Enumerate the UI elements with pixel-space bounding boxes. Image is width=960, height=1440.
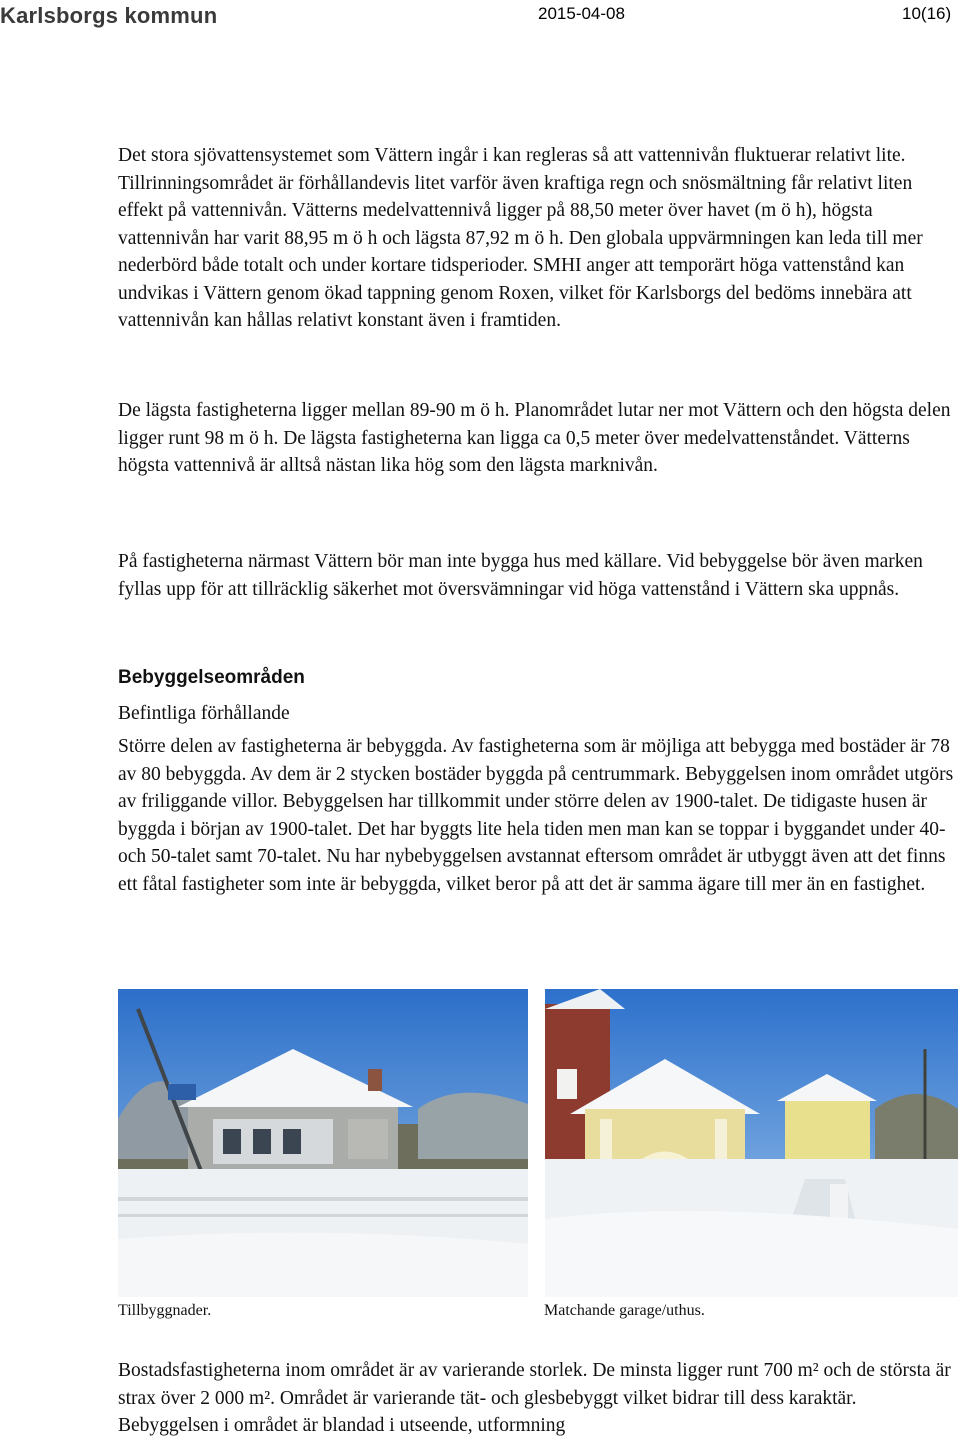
header-date: 2015-04-08: [538, 4, 625, 23]
paragraph-property-sizes: Bostadsfastigheterna inom området är av varierande storlek. De minsta ligger runt 700 m² och de största är strax över 2 000 m². Området är varierande tät- och glesbebyggt vilket bidrar till dess karaktär. Bebyggelsen i området är blandad i utseende, utformning: [118, 1360, 951, 1436]
photo-matching-garage: [545, 989, 958, 1297]
paragraph-water-level: Det stora sjövattensystemet som Vättern ingår i kan regleras så att vattennivån fluktuerar relativt lite. Tillrinningsområdet är förhållandevis litet varför även kraftiga regn och snösmältning får relativt liten effekt på vattennivån. Vätterns medelvattennivå ligger på 88,50 meter över havet (m ö h), högsta vattennivån har varit 88,95 m ö h och lägsta 87,92 m ö h. Den globala uppvärmningen kan leda till mer nederbörd både totalt och under kortare tidsperioder. SMHI anger att temporärt höga vattenstånd kan undvikas i Vättern genom ökad tappning genom Roxen, vilket för Karlsborgs del bedöms innebära att vattennivån kan hållas relativt konstant även i framtiden.: [118, 145, 923, 331]
paragraph-basement-advice: På fastigheterna närmast Vättern bör man inte bygga hus med källare. Vid bebyggelse bör även marken fyllas upp för att tillräcklig säkerhet mot översvämningar vid höga vattenstånd i Vättern ska uppnås.: [118, 551, 923, 600]
photo-extensions: [118, 989, 528, 1297]
municipality-logo: Karlsborgs kommun: [0, 3, 218, 28]
caption-garage: Matchande garage/uthus.: [544, 1302, 705, 1319]
paragraph-lowest-properties: De lägsta fastigheterna ligger mellan 89-90 m ö h. Planområdet lutar ner mot Vättern och den högsta delen ligger runt 98 m ö h. De lägsta fastigheterna kan ligga ca 0,5 meter över medelvattenståndet. Vätterns högsta vattennivå är alltså nästan lika hög som den lägsta marknivån.: [118, 400, 951, 476]
caption-extensions: Tillbyggnader.: [118, 1302, 212, 1319]
paragraph-existing-conditions: Större delen av fastigheterna är bebyggda. Av fastigheterna som är möjliga att bebygga med bostäder är 78 av 80 bebyggda. Av dem är 2 stycken bostäder byggda på centrummark. Bebyggelsen inom området utgörs av friliggande villor. Bebyggelsen har tillkommit under större delen av 1900-talet. De tidigaste husen är byggda i början av 1900-talet. Det har byggts lite hela tiden men man kan se toppar i byggandet under 40- och 50-talet samt 70-talet. Nu har nybebyggelsen avstannat eftersom området är utbyggt även att det finns ett fåtal fastigheter som inte är bebyggda, vilket beror på att det är samma ägare till mer än en fastighet.: [118, 736, 954, 895]
header-page-number: 10(16): [902, 4, 952, 23]
section-heading: Bebyggelseområden: [118, 667, 305, 688]
section-subheading: Befintliga förhållande: [118, 703, 290, 724]
